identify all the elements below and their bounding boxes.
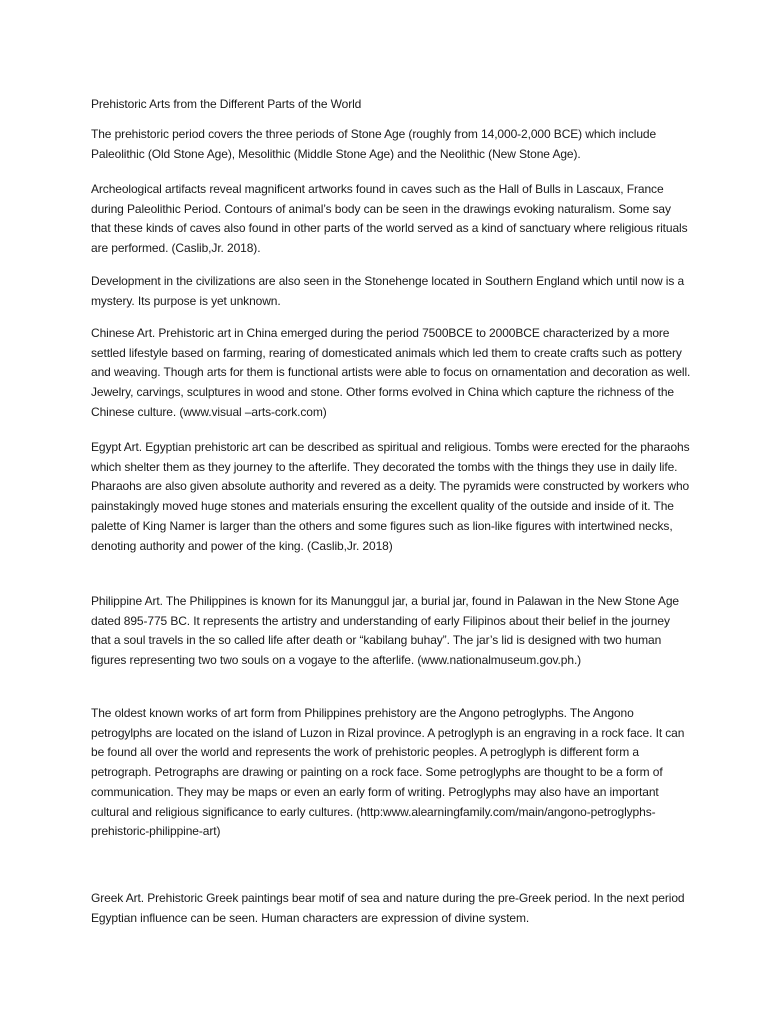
paragraph-stone-age: The prehistoric period covers the three periods of Stone Age (roughly from 14,000-2,000 BCE) which include Paleolithic (Old Stone Age), Mesolithic (Middle Stone Age) and the Neolithic (New Stone Age). <box>91 127 657 161</box>
paragraph-greek-art: Greek Art. Prehistoric Greek paintings bear motif of sea and nature during the pre-Greek period. In the next period Egyptian influence can be seen. Human characters are expression of divine system. <box>91 891 685 925</box>
document-title: Prehistoric Arts from the Different Parts of the World <box>91 97 362 111</box>
paragraph-archeological-artifacts: Archeological artifacts reveal magnificent artworks found in caves such as the Hall of Bulls in Lascaux, France during Paleolithic Period. Contours of animal’s body can be seen in the drawings evoking naturalism. Some say that these kinds of caves also found in other parts of the world served as a kind of sanctuary where religious rituals are performed. (Caslib,Jr. 2018). <box>91 182 688 256</box>
paragraph-angono-petroglyphs: The oldest known works of art form from Philippines prehistory are the Angono petroglyphs. The Angono petrogylphs are located on the island of Luzon in Rizal province. A petroglyph is an engraving in a rock face. It can be found all over the world and represents the work of prehistoric peoples. A petroglyph is different form a petrograph. Petrographs are drawing or painting on a rock face. Some petroglyphs are thought to be a form of communication. They may be maps or even an early form of writing. Petroglyphs may also have an important cultural and religious significance to early cultures. (http:www.alearningfamily.com/main/angono-petroglyphs-prehistoric-philippine-art) <box>91 706 685 839</box>
paragraph-philippine-art: Philippine Art. The Philippines is known for its Manunggul jar, a burial jar, found in Palawan in the New Stone Age dated 895-775 BC. It represents the artistry and understanding of early Filipinos about their belief in the journey that a soul travels in the so called life after death or “kabilang buhay”. The jar’s lid is designed with two human figures representing two two souls on a vogaye to the afterlife. (www.nationalmuseum.gov.ph.) <box>91 594 679 668</box>
paragraph-stonehenge: Development in the civilizations are also seen in the Stonehenge located in Southern England which until now is a mystery. Its purpose is yet unknown. <box>91 274 685 308</box>
paragraph-egypt-art: Egypt Art. Egyptian prehistoric art can be described as spiritual and religious. Tombs were erected for the pharaohs which shelter them as they journey to the afterlife. They decorated the tombs with the things they use in daily life. Pharaohs are also given absolute authority and revered as a deity. The pyramids were constructed by workers who painstakingly moved huge stones and materials ensuring the excellent quality of the outside and inside of it. The palette of King Namer is larger than the others and some figures such as lion-like figures with intertwined necks, denoting authority and power of the king. (Caslib,Jr. 2018) <box>91 440 690 553</box>
paragraph-chinese-art: Chinese Art. Prehistoric art in China emerged during the period 7500BCE to 2000BCE characterized by a more settled lifestyle based on farming, rearing of domesticated animals which led them to create crafts such as pottery and weaving. Though arts for them is functional artists were able to focus on ornamentation and decoration as well. Jewelry, carvings, sculptures in wood and stone. Other forms evolved in China which capture the richness of the Chinese culture. (www.visual –arts-cork.com) <box>91 326 691 419</box>
